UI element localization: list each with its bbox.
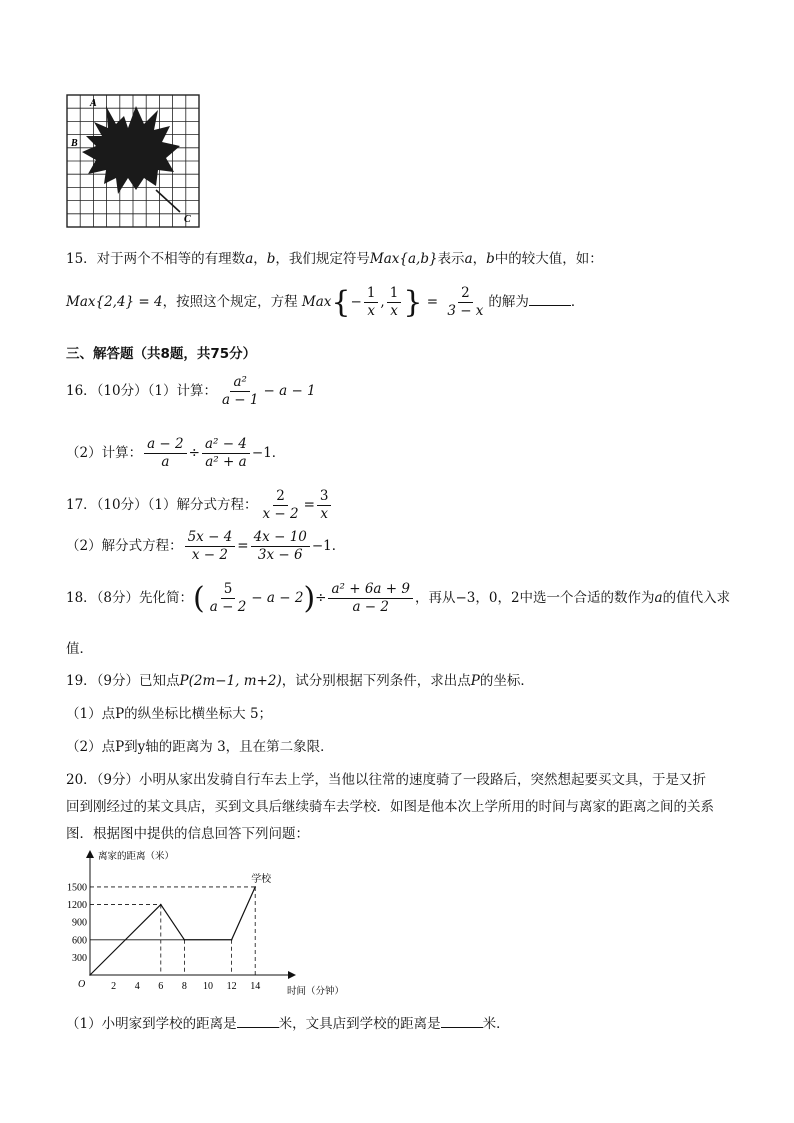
q15-line2: Max{2,4} = 4，按照这个规定，方程 Max{− $\frac{1}{x}$ , $\frac{1}{x}$ } = $\frac{2}{3 - x}$ 的解为 ． (66, 285, 585, 320)
q16-part1: 16．（10分）（1）计算： $\frac{\text{a²}}{a - 1}$ − a − 1 (66, 374, 316, 408)
label-a: A (90, 98, 97, 109)
x-tick-label: 6 (158, 981, 164, 992)
q19-cond1: （1）点P的纵坐标比横坐标大 5； (66, 706, 273, 722)
answer-blank-2[interactable] (441, 1013, 483, 1028)
q15-line1: 15．对于两个不相等的有理数a，b，我们规定符号Max{a,b}表示a，b中的较大值，如： (66, 251, 603, 267)
maple-leaf-shape (82, 106, 180, 194)
max-example: Max{2,4} = 4 (66, 294, 163, 310)
q20-sub1: （1）小明家到学校的距离是 米，文具店到学校的距离是 米． (66, 1012, 510, 1032)
y-axis-arrow (86, 850, 94, 858)
q20-line1: 20．（9分）小明从家出发骑自行车去上学，当他以往常的速度骑了一段路后，突然想起要买文具，于是又折 (66, 772, 707, 788)
var-b: b (486, 251, 495, 267)
x-tick-label: 4 (134, 981, 140, 992)
x-tick-label: 2 (111, 981, 117, 992)
q15-comma: ， (253, 251, 267, 267)
origin-label: O (78, 979, 86, 990)
q18-line2: 值． (66, 641, 93, 657)
q18-frac-2: $\frac{\text{a² + 6a + 9}}{a - 2}$ (328, 582, 412, 615)
q17-part1: 17．（10分）（1）解分式方程： $\frac{2}{x - 2}$ = $\frac{3}{x}$ (66, 489, 333, 522)
var-a: a (464, 251, 473, 267)
x-tick-label: 8 (181, 981, 187, 992)
q16-part2: （2）计算： $\frac{a - 2}{a}$ ÷ $\frac{\text{a² − 4}}{\text{a² + a}}$ −1． (66, 436, 286, 470)
q15-text-c: 表示 (437, 251, 465, 267)
maple-leaf-figure (66, 94, 200, 228)
data-point (254, 886, 256, 888)
distance-series-line (90, 887, 255, 975)
q17-part2: （2）解分式方程： $\frac{5x - 4}{x - 2}$ = $\frac{4x - 10}{3x - 6}$ −1． (66, 529, 346, 563)
q20-line3: 图．根据图中提供的信息回答下列问题： (66, 826, 309, 842)
q19-line1: 19．（9分）已知点P(2m−1, m+2)，试分别根据下列条件，求出点P的坐标． (66, 673, 534, 689)
q16-frac: $\frac{\text{a²}}{a - 1}$ (221, 374, 259, 408)
q15-text-e: ，按照这个规定，方程 (162, 294, 298, 310)
var-a: a (245, 251, 254, 267)
q18-line1: 18．（8分）先化简：( $\frac{5}{a - 2}$ − a − 2)÷ $\frac{\text{a² + 6a + 9}}{a - 2}$ ，再从−3，0，2中选一个合适的数作为a的值代入求 (66, 581, 731, 616)
frac-1: $\frac{1}{x}$ (364, 286, 379, 319)
q15-text-d: 中的较大值，如： (494, 251, 603, 267)
data-point (89, 974, 91, 976)
q17-frac-r: $\frac{3}{x}$ (317, 489, 332, 522)
distance-time-chart (66, 844, 356, 1000)
q16-frac-a: $\frac{a - 2}{a}$ (144, 437, 187, 470)
y-tick-label: 600 (72, 935, 87, 947)
point-p: P(2m−1, m+2) (179, 673, 282, 689)
q19-cond2: （2）点P到y轴的距离为 3，且在第二象限． (66, 739, 334, 755)
label-b: B (71, 138, 78, 149)
q15-text-a: 15．对于两个不相等的有理数 (66, 251, 246, 267)
q15-tail: 的解为 (488, 294, 529, 310)
q16-frac-b: $\frac{\text{a² − 4}}{\text{a² + a}}$ (202, 437, 250, 470)
label-c: C (184, 214, 191, 225)
data-point (160, 904, 162, 906)
q17-frac-l2: $\frac{5x - 4}{x - 2}$ (185, 530, 236, 563)
y-tick-label: 1200 (67, 900, 87, 912)
y-axis-label: 离家的距离（米） (98, 851, 175, 862)
data-point (184, 939, 186, 941)
x-tick-label: 14 (250, 981, 261, 992)
y-tick-label: 1500 (67, 882, 87, 894)
y-tick-label: 900 (72, 917, 87, 929)
q18-frac-1: $\frac{5}{a - 2}$ (209, 581, 247, 615)
data-point (231, 939, 233, 941)
x-tick-label: 12 (226, 981, 237, 992)
q20-line2: 回到刚经过的某文具店，买到文具后继续骑车去学校．如图是他本次上学所用的时间与离家的距离之间的关系 (66, 799, 714, 815)
answer-blank[interactable] (529, 291, 571, 306)
max-expr: Max{a,b} (369, 251, 438, 267)
frac-3: $\frac{2}{3 - x}$ (447, 285, 484, 319)
x-tick-label: 10 (203, 981, 213, 992)
q15-text-b: ，我们规定符号 (275, 251, 370, 267)
var-b: b (266, 251, 276, 267)
school-annotation: 学校 (251, 873, 272, 885)
x-axis-arrow (288, 971, 296, 979)
q17-frac-l: $\frac{2}{x - 2}$ (262, 488, 299, 522)
max-word: Max (301, 294, 332, 310)
answer-blank-1[interactable] (237, 1013, 279, 1028)
section-title: 三、解答题（共8题，共75分） (66, 346, 257, 362)
frac-2: $\frac{1}{x}$ (387, 286, 402, 319)
y-tick-label: 300 (72, 952, 87, 964)
q17-frac-r2: $\frac{4x - 10}{3x - 6}$ (251, 530, 310, 563)
x-axis-label: 时间（分钟） (287, 986, 345, 997)
